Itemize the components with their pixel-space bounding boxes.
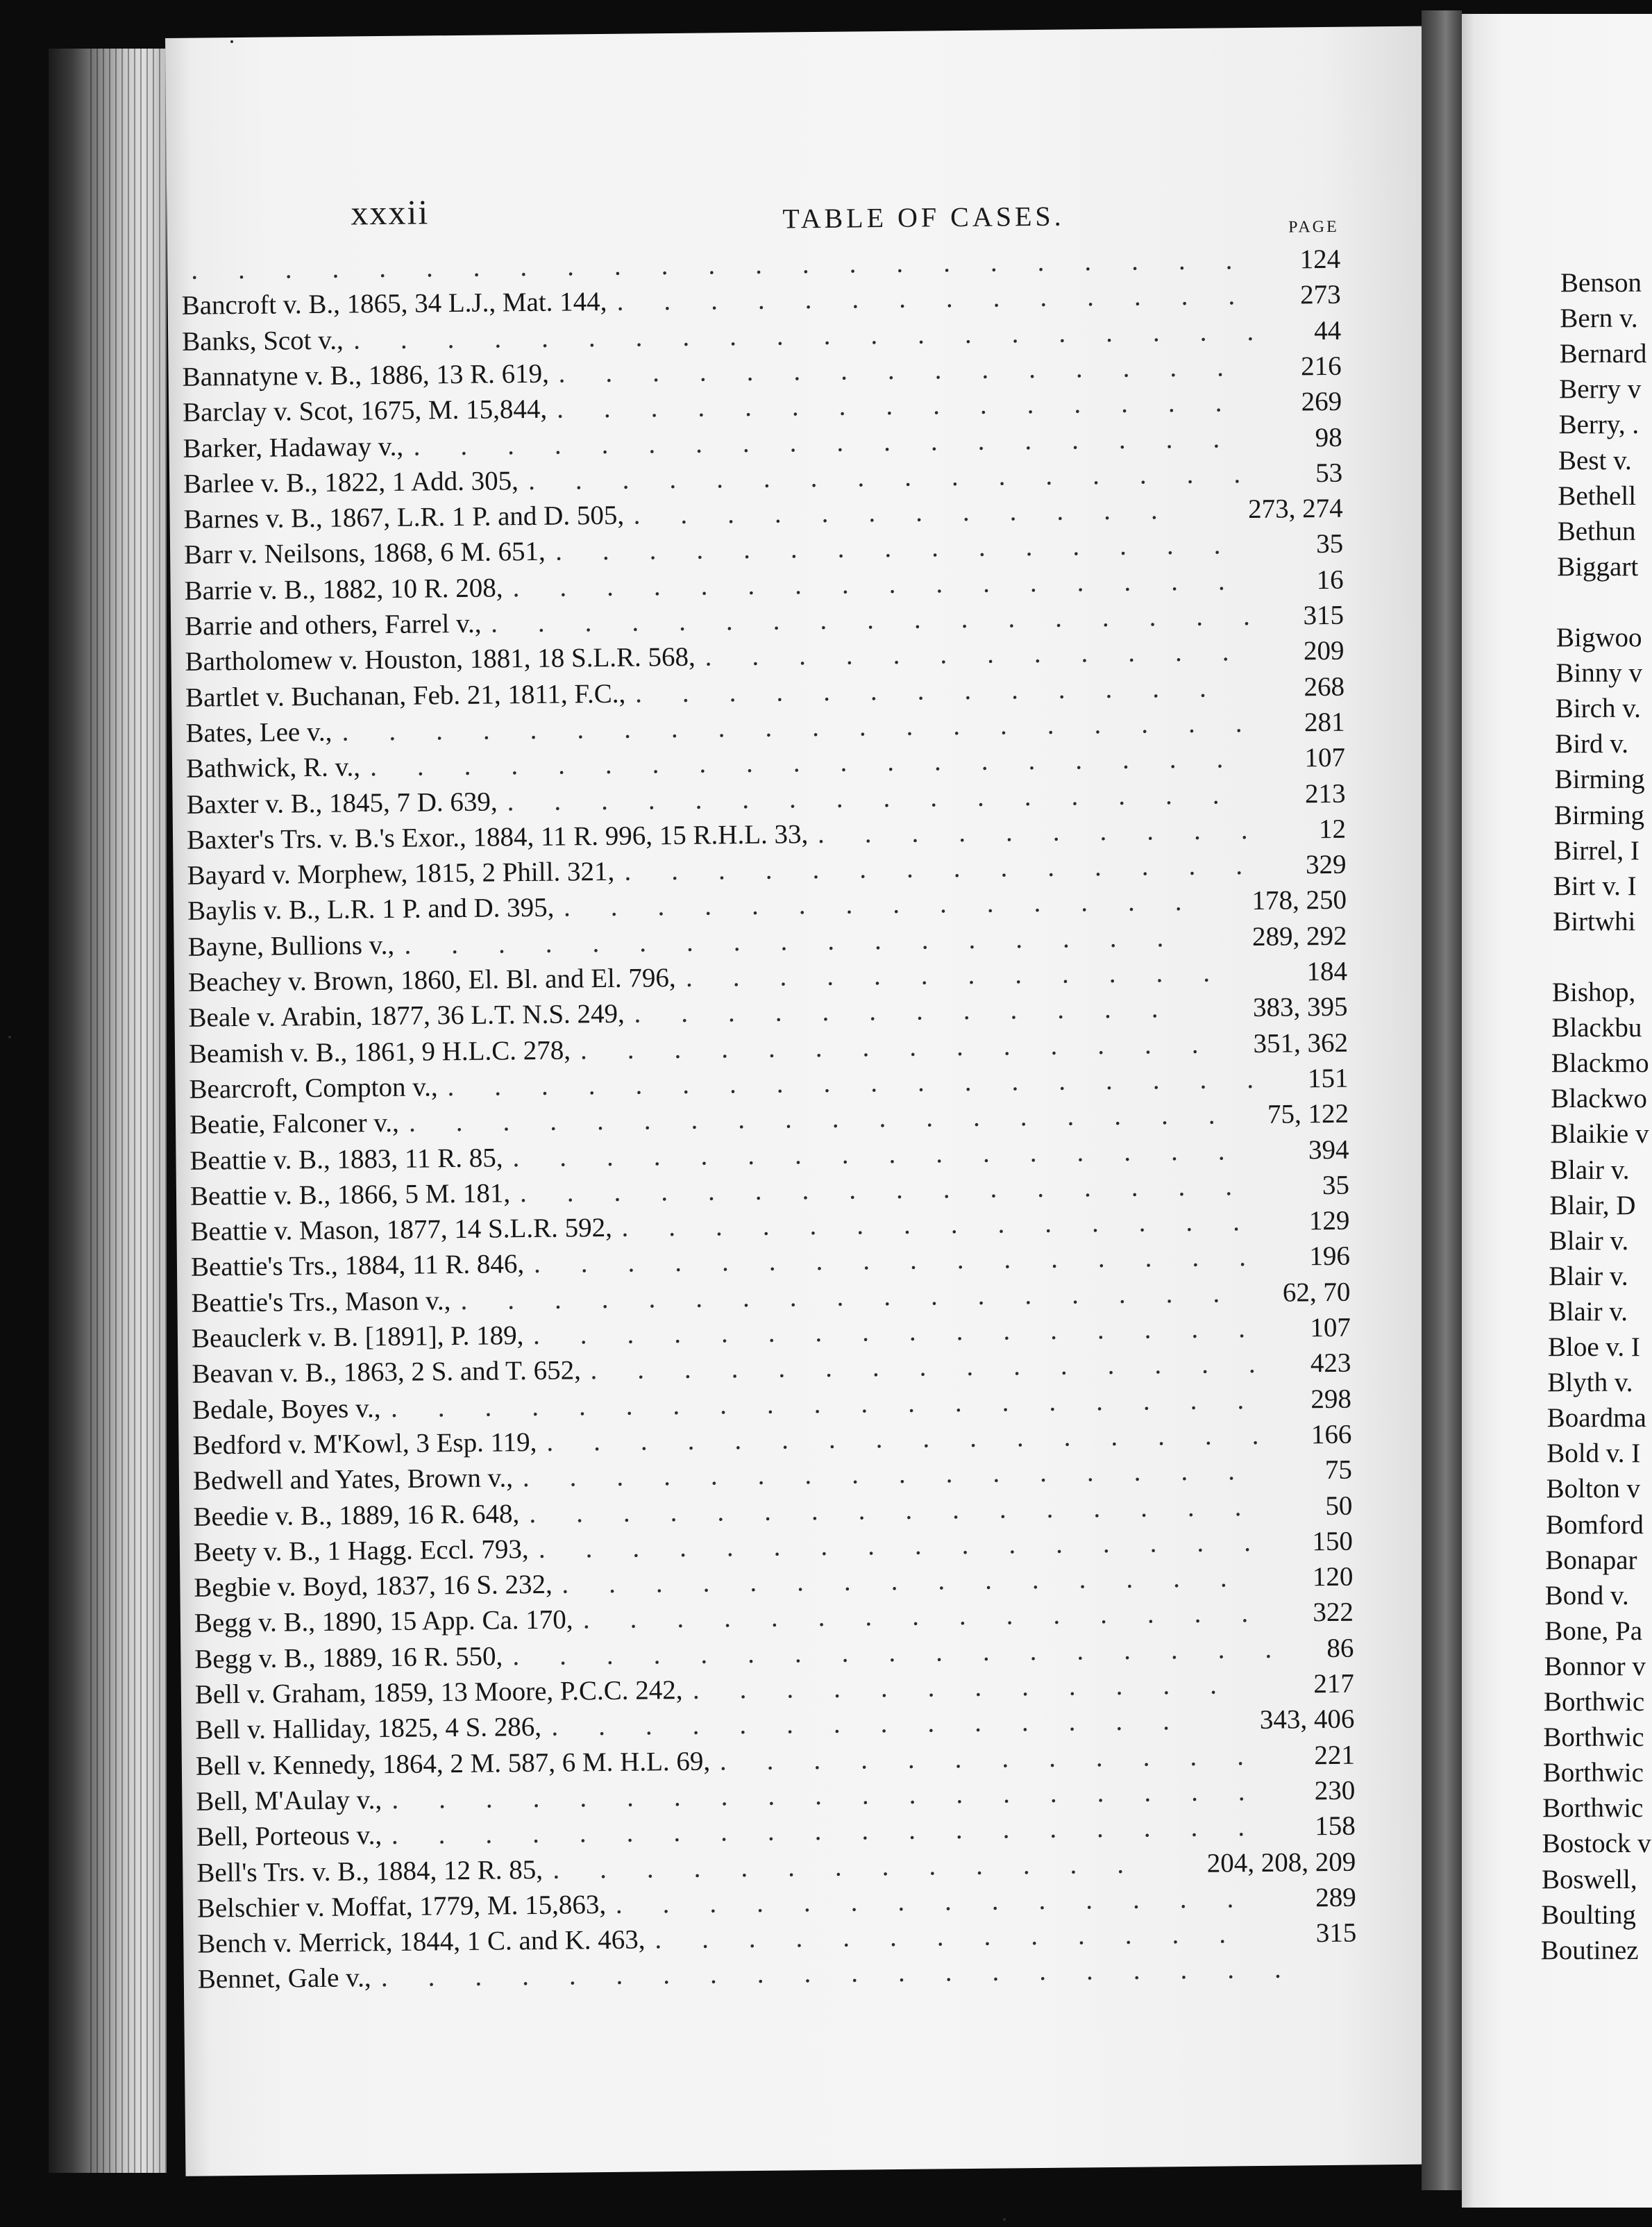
right-page-entry: Benson — [1560, 268, 1642, 298]
right-page-entry: Borthwic — [1542, 1758, 1644, 1788]
dot-leader: ................. — [512, 1633, 1313, 1671]
case-name: Bates, Lee v., — [185, 716, 332, 748]
case-name: Beattie v. B., 1866, 5 M. 181, — [189, 1178, 511, 1211]
right-page-entry: Blair v. — [1548, 1296, 1628, 1327]
case-name: Bearcroft, Compton v., — [189, 1072, 438, 1104]
page-reference: 107 — [1310, 1312, 1351, 1343]
right-page-entry: Binny v — [1556, 658, 1642, 689]
dot-leader: ................ — [507, 779, 1260, 816]
page-reference: 322 — [1313, 1597, 1354, 1628]
case-name: Bench v. Merrick, 1844, 1 C. and K. 463, — [197, 1924, 646, 1959]
dot-leader: ............ — [719, 1740, 1285, 1776]
dot-leader: .............. — [616, 280, 1276, 317]
right-page-entry: Birt v. I — [1553, 871, 1637, 901]
right-page-entry: Bernard — [1559, 339, 1647, 369]
right-page-entry: Boardma — [1546, 1403, 1646, 1434]
page-reference: 62, 70 — [1282, 1277, 1351, 1308]
case-name: Beattie's Trs., 1884, 11 R. 846, — [190, 1249, 525, 1283]
right-page-entry: Blackbu — [1551, 1013, 1642, 1043]
page-reference: 273 — [1299, 280, 1341, 310]
case-name: Beatie, Falconer v., — [189, 1108, 400, 1140]
dot-leader: ................. — [460, 1277, 1261, 1316]
page-reference: 204, 208, 209 — [1206, 1847, 1356, 1879]
right-page-entry: Blackmo — [1551, 1048, 1649, 1079]
right-page-entry: Blaikie v — [1550, 1119, 1649, 1150]
case-name: Bannatyne v. B., 1886, 13 R. 619, — [182, 358, 550, 392]
right-page-entry — [1553, 941, 1652, 976]
case-name: Barrie v. B., 1882, 10 R. 208, — [184, 573, 503, 606]
case-name: Bell v. Kennedy, 1864, 2 M. 587, 6 M. H.L. 69, — [195, 1746, 711, 1781]
case-name: Beattie v. B., 1883, 11 R. 85, — [189, 1142, 503, 1176]
right-page-entry: Boswell, — [1542, 1864, 1637, 1894]
dot-leader: .............. — [551, 1705, 1211, 1742]
page-title: TABLE OF CASES. — [782, 200, 1065, 235]
dot-leader: ............ — [705, 637, 1270, 672]
right-page-entry: Birch v. — [1555, 694, 1641, 724]
right-page-entry: Borthwic — [1542, 1793, 1644, 1824]
case-name: Beauclerk v. B. [1891], P. 189, — [191, 1320, 524, 1354]
case-name: Bathwick, R. v., — [185, 752, 361, 784]
page-reference: 273, 274 — [1247, 493, 1343, 525]
case-name: Bell, Porteous v., — [196, 1820, 382, 1852]
right-page-entry: Bonnor v — [1544, 1651, 1646, 1681]
right-page-entry: Bethun — [1557, 516, 1636, 546]
right-page-entry: Bishop, — [1552, 977, 1636, 1007]
right-page-entry: Birming — [1554, 764, 1645, 795]
case-name: Bancroft v. B., 1865, 34 L.J., Mat. 144, — [181, 287, 607, 321]
dot-leader: ................ — [522, 1455, 1276, 1493]
page-reference: 221 — [1314, 1740, 1356, 1770]
case-name: Bedwell and Yates, Brown v., — [192, 1463, 514, 1496]
dot-leader: ............... — [590, 1348, 1296, 1386]
dot-leader: ................ — [519, 1170, 1273, 1208]
page-number: xxxii — [351, 192, 430, 233]
dot-leader: ................. — [490, 600, 1291, 639]
dot-leader: ............. — [553, 1848, 1165, 1885]
page-reference: 289 — [1315, 1882, 1356, 1913]
page-reference: 166 — [1310, 1419, 1352, 1450]
case-name: Bayne, Bullions v., — [187, 930, 395, 962]
page-reference: 216 — [1300, 351, 1342, 382]
dot-leader: ............... — [562, 1562, 1267, 1599]
right-page-entry: Bold v. I — [1546, 1438, 1641, 1469]
page-reference: 75, 122 — [1267, 1098, 1349, 1130]
page-reference: 343, 406 — [1259, 1704, 1355, 1736]
dot-leader: ............... — [555, 530, 1261, 567]
page-reference: 120 — [1312, 1561, 1354, 1592]
page-reference: 281 — [1304, 707, 1345, 738]
right-page-entry: Bostock v — [1542, 1829, 1651, 1859]
page-reference: 86 — [1326, 1633, 1354, 1663]
case-name: Barclay v. Scot, 1675, M. 15,844, — [182, 394, 548, 428]
right-page-entry: Boutinez — [1540, 1935, 1639, 1965]
page-reference: 44 — [1313, 315, 1342, 346]
page-reference: 107 — [1304, 742, 1346, 773]
page-column-label: PAGE — [1288, 217, 1339, 237]
case-name: Bartlet v. Buchanan, Feb. 21, 1811, F.C., — [185, 678, 626, 713]
page-reference: 53 — [1315, 457, 1343, 488]
case-name: Barker, Hadaway v., — [183, 431, 404, 464]
right-page-entry: Borthwic — [1544, 1687, 1645, 1717]
page-edges — [90, 49, 167, 2173]
case-name: Belschier v. Moffat, 1779, M. 15,863, — [196, 1889, 607, 1924]
dot-leader: .................. — [447, 1064, 1295, 1102]
page-reference: 124 — [1299, 244, 1341, 275]
page-reference: 269 — [1301, 386, 1342, 417]
dot-leader: .............. — [624, 850, 1283, 886]
dot-leader: ................... — [391, 1811, 1286, 1851]
page-reference: 230 — [1314, 1775, 1356, 1806]
page-reference: 213 — [1304, 778, 1346, 809]
page-reference: 178, 250 — [1251, 885, 1347, 916]
dot-leader: ............ — [633, 494, 1198, 530]
left-page — [165, 26, 1442, 2176]
dot-leader: ................ — [533, 1241, 1287, 1279]
paper-speck — [8, 1036, 11, 1039]
paper-speck — [1003, 2218, 1006, 2221]
page-reference: 423 — [1310, 1347, 1351, 1379]
page-reference: 268 — [1304, 671, 1345, 702]
dot-leader: ................... — [390, 1384, 1285, 1423]
dot-leader: ................. — [404, 922, 1204, 960]
case-name: Bell v. Graham, 1859, 13 Moore, P.C.C. 242, — [194, 1674, 683, 1710]
right-page-entry: Berry, . — [1558, 410, 1640, 440]
case-name: Beattie v. Mason, 1877, 14 S.L.R. 592, — [190, 1212, 613, 1247]
dot-leader: ................ — [512, 565, 1265, 603]
right-page-entry: Birrel, I — [1553, 835, 1640, 866]
case-name: Bennet, Gale v., — [197, 1963, 371, 1995]
right-page-entry — [1557, 587, 1652, 621]
right-page-entry: Bonapar — [1545, 1545, 1637, 1575]
dot-leader: ................ — [538, 1527, 1292, 1564]
dot-leader: .................... — [342, 707, 1283, 747]
dot-leader: .................... — [380, 1953, 1322, 1993]
dot-leader: ............. — [655, 1918, 1267, 1955]
case-name: Bell's Trs. v. B., 1884, 12 R. 85, — [196, 1854, 543, 1888]
dot-leader: ............... — [558, 351, 1265, 389]
page-reference: 196 — [1309, 1241, 1351, 1272]
page-reference: 151 — [1307, 1063, 1349, 1094]
right-page-entry: Biggart — [1557, 551, 1639, 582]
dot-leader: ............... — [582, 1597, 1289, 1635]
page-reference: 75 — [1324, 1454, 1353, 1486]
page-reference: 158 — [1315, 1810, 1356, 1842]
page-reference: 329 — [1305, 849, 1347, 880]
right-page-entry: Birming — [1554, 800, 1645, 830]
dot-leader: ................ — [528, 458, 1281, 496]
right-page-entry: Bloe v. I — [1548, 1332, 1640, 1362]
right-page-entry: Blackwo — [1551, 1084, 1647, 1114]
right-page-entry: Berry v — [1559, 374, 1642, 405]
case-name: Baylis v. B., L.R. 1 P. and D. 395, — [187, 893, 555, 927]
dot-leader: ................... — [391, 1776, 1286, 1815]
right-page-entry: Blair v. — [1549, 1225, 1629, 1256]
right-page-entry: Bern v. — [1560, 303, 1638, 334]
case-name: Bedford v. M'Kowl, 3 Esp. 119, — [192, 1427, 537, 1461]
dot-leader: .................. — [413, 423, 1261, 462]
case-name: Beamish v. B., 1861, 9 H.L.C. 278, — [188, 1035, 571, 1069]
case-name: Begbie v. Boyd, 1837, 16 S. 232, — [194, 1569, 553, 1603]
page-reference: 129 — [1308, 1205, 1350, 1236]
case-name: Baxter v. B., 1845, 7 D. 639, — [186, 786, 498, 820]
right-page-entry: Boulting — [1541, 1899, 1636, 1930]
case-name: Beavan v. B., 1863, 2 S. and T. 652, — [192, 1355, 582, 1390]
page-reference: 150 — [1312, 1526, 1354, 1557]
case-name: Beale v. Arabin, 1877, 36 L.T. N.S. 249, — [188, 999, 625, 1034]
dot-leader: .............. — [563, 886, 1222, 923]
page-reference: 315 — [1303, 600, 1345, 631]
right-page-entry: Bird v. — [1555, 729, 1628, 759]
case-name: Banks, Scot v., — [181, 325, 344, 357]
page-reference: 184 — [1306, 956, 1348, 987]
page-reference: 383, 395 — [1252, 992, 1348, 1023]
case-name: Beedie v. B., 1889, 16 R. 648, — [193, 1498, 520, 1532]
dot-leader: .................. — [408, 1100, 1256, 1138]
dot-leader: ................ — [546, 1420, 1299, 1457]
dot-leader: ............ — [634, 993, 1199, 1029]
page-reference: 298 — [1310, 1384, 1352, 1414]
case-name: Begg v. B., 1890, 15 App. Ca. 170, — [194, 1604, 573, 1639]
right-page-entry: Bigwoo — [1556, 623, 1642, 653]
dot-leader: ............ — [692, 1670, 1258, 1705]
book-gutter — [1422, 10, 1462, 2190]
dot-leader: ................ — [529, 1491, 1282, 1529]
case-name: Bayard v. Morphew, 1815, 2 Phill. 321, — [187, 856, 615, 891]
dot-leader: ................... — [369, 743, 1264, 782]
case-name: Baxter's Trs. v. B.'s Exor., 1884, 11 R. 996, 15 R.H.L. 33, — [186, 818, 809, 855]
dot-leader: .................... — [353, 316, 1295, 355]
right-page-entry: Birtwhi — [1553, 906, 1636, 936]
page-reference: 315 — [1315, 1917, 1357, 1949]
right-page-entry: Blair, D — [1549, 1190, 1636, 1220]
right-page-entry: Blyth v. — [1547, 1368, 1633, 1398]
dot-leader: .............. — [621, 1206, 1281, 1243]
case-name: Bartholomew v. Houston, 1881, 18 S.L.R. 568, — [185, 642, 696, 678]
page-reference: 35 — [1315, 529, 1344, 560]
page-reference: 50 — [1325, 1490, 1353, 1521]
right-page-entry: Borthwic — [1543, 1722, 1644, 1753]
right-page-entry: Blair v. — [1549, 1261, 1628, 1291]
case-name: Begg v. B., 1889, 16 R. 550, — [194, 1641, 503, 1674]
dot-leader: ............ — [685, 957, 1251, 993]
right-page-entry: Blair v. — [1550, 1154, 1630, 1185]
right-page-entry: Bethell — [1558, 480, 1637, 511]
right-page-entry: Bomford — [1546, 1509, 1644, 1540]
dot-leader: .......... — [817, 814, 1288, 849]
case-name: Beachey v. Brown, 1860, El. Bl. and El. 796, — [187, 963, 676, 998]
page-reference: 217 — [1313, 1668, 1355, 1699]
case-name: Beattie's Trs., Mason v., — [191, 1285, 451, 1318]
case-name: Bell v. Halliday, 1825, 4 S. 286, — [195, 1712, 542, 1745]
page-reference: 394 — [1308, 1134, 1349, 1165]
page-reference: 12 — [1318, 814, 1347, 844]
page-reference: 16 — [1316, 564, 1344, 595]
page-reference: 35 — [1322, 1170, 1350, 1200]
dot-leader: .............. — [580, 1028, 1239, 1065]
dot-leader: ............... — [556, 387, 1263, 424]
page-reference: 98 — [1315, 422, 1342, 453]
right-page-entry: Bone, Pa — [1544, 1615, 1643, 1646]
case-name: Barr v. Neilsons, 1868, 6 M. 651, — [183, 537, 546, 571]
case-name: Barnes v. B., 1867, L.R. 1 P. and D. 505, — [183, 500, 625, 535]
dot-leader: ................ — [532, 1313, 1286, 1350]
page-reference: 289, 292 — [1251, 921, 1347, 952]
dot-leader: ............. — [634, 672, 1247, 709]
dot-leader: .............. — [615, 1883, 1274, 1919]
right-page-entry: Bond v. — [1544, 1580, 1629, 1611]
dot-leader: ................ — [512, 1135, 1265, 1173]
case-name: Bell, M'Aulay v., — [196, 1785, 382, 1817]
page-reference: 209 — [1303, 636, 1345, 666]
case-name: Beety v. B., 1 Hagg. Eccl. 793, — [193, 1533, 529, 1568]
right-page-entry: Bolton v — [1546, 1474, 1641, 1504]
case-name: Barlee v. B., 1822, 1 Add. 305, — [183, 465, 519, 499]
case-name: Barrie and others, Farrel v., — [184, 608, 482, 641]
case-name: Bedale, Boyes v., — [192, 1393, 381, 1425]
paper-speck — [230, 40, 233, 43]
dot-leader: ....................... — [191, 244, 1273, 285]
right-page-entry: Best v. — [1558, 445, 1632, 476]
page-reference: 351, 362 — [1253, 1027, 1349, 1059]
